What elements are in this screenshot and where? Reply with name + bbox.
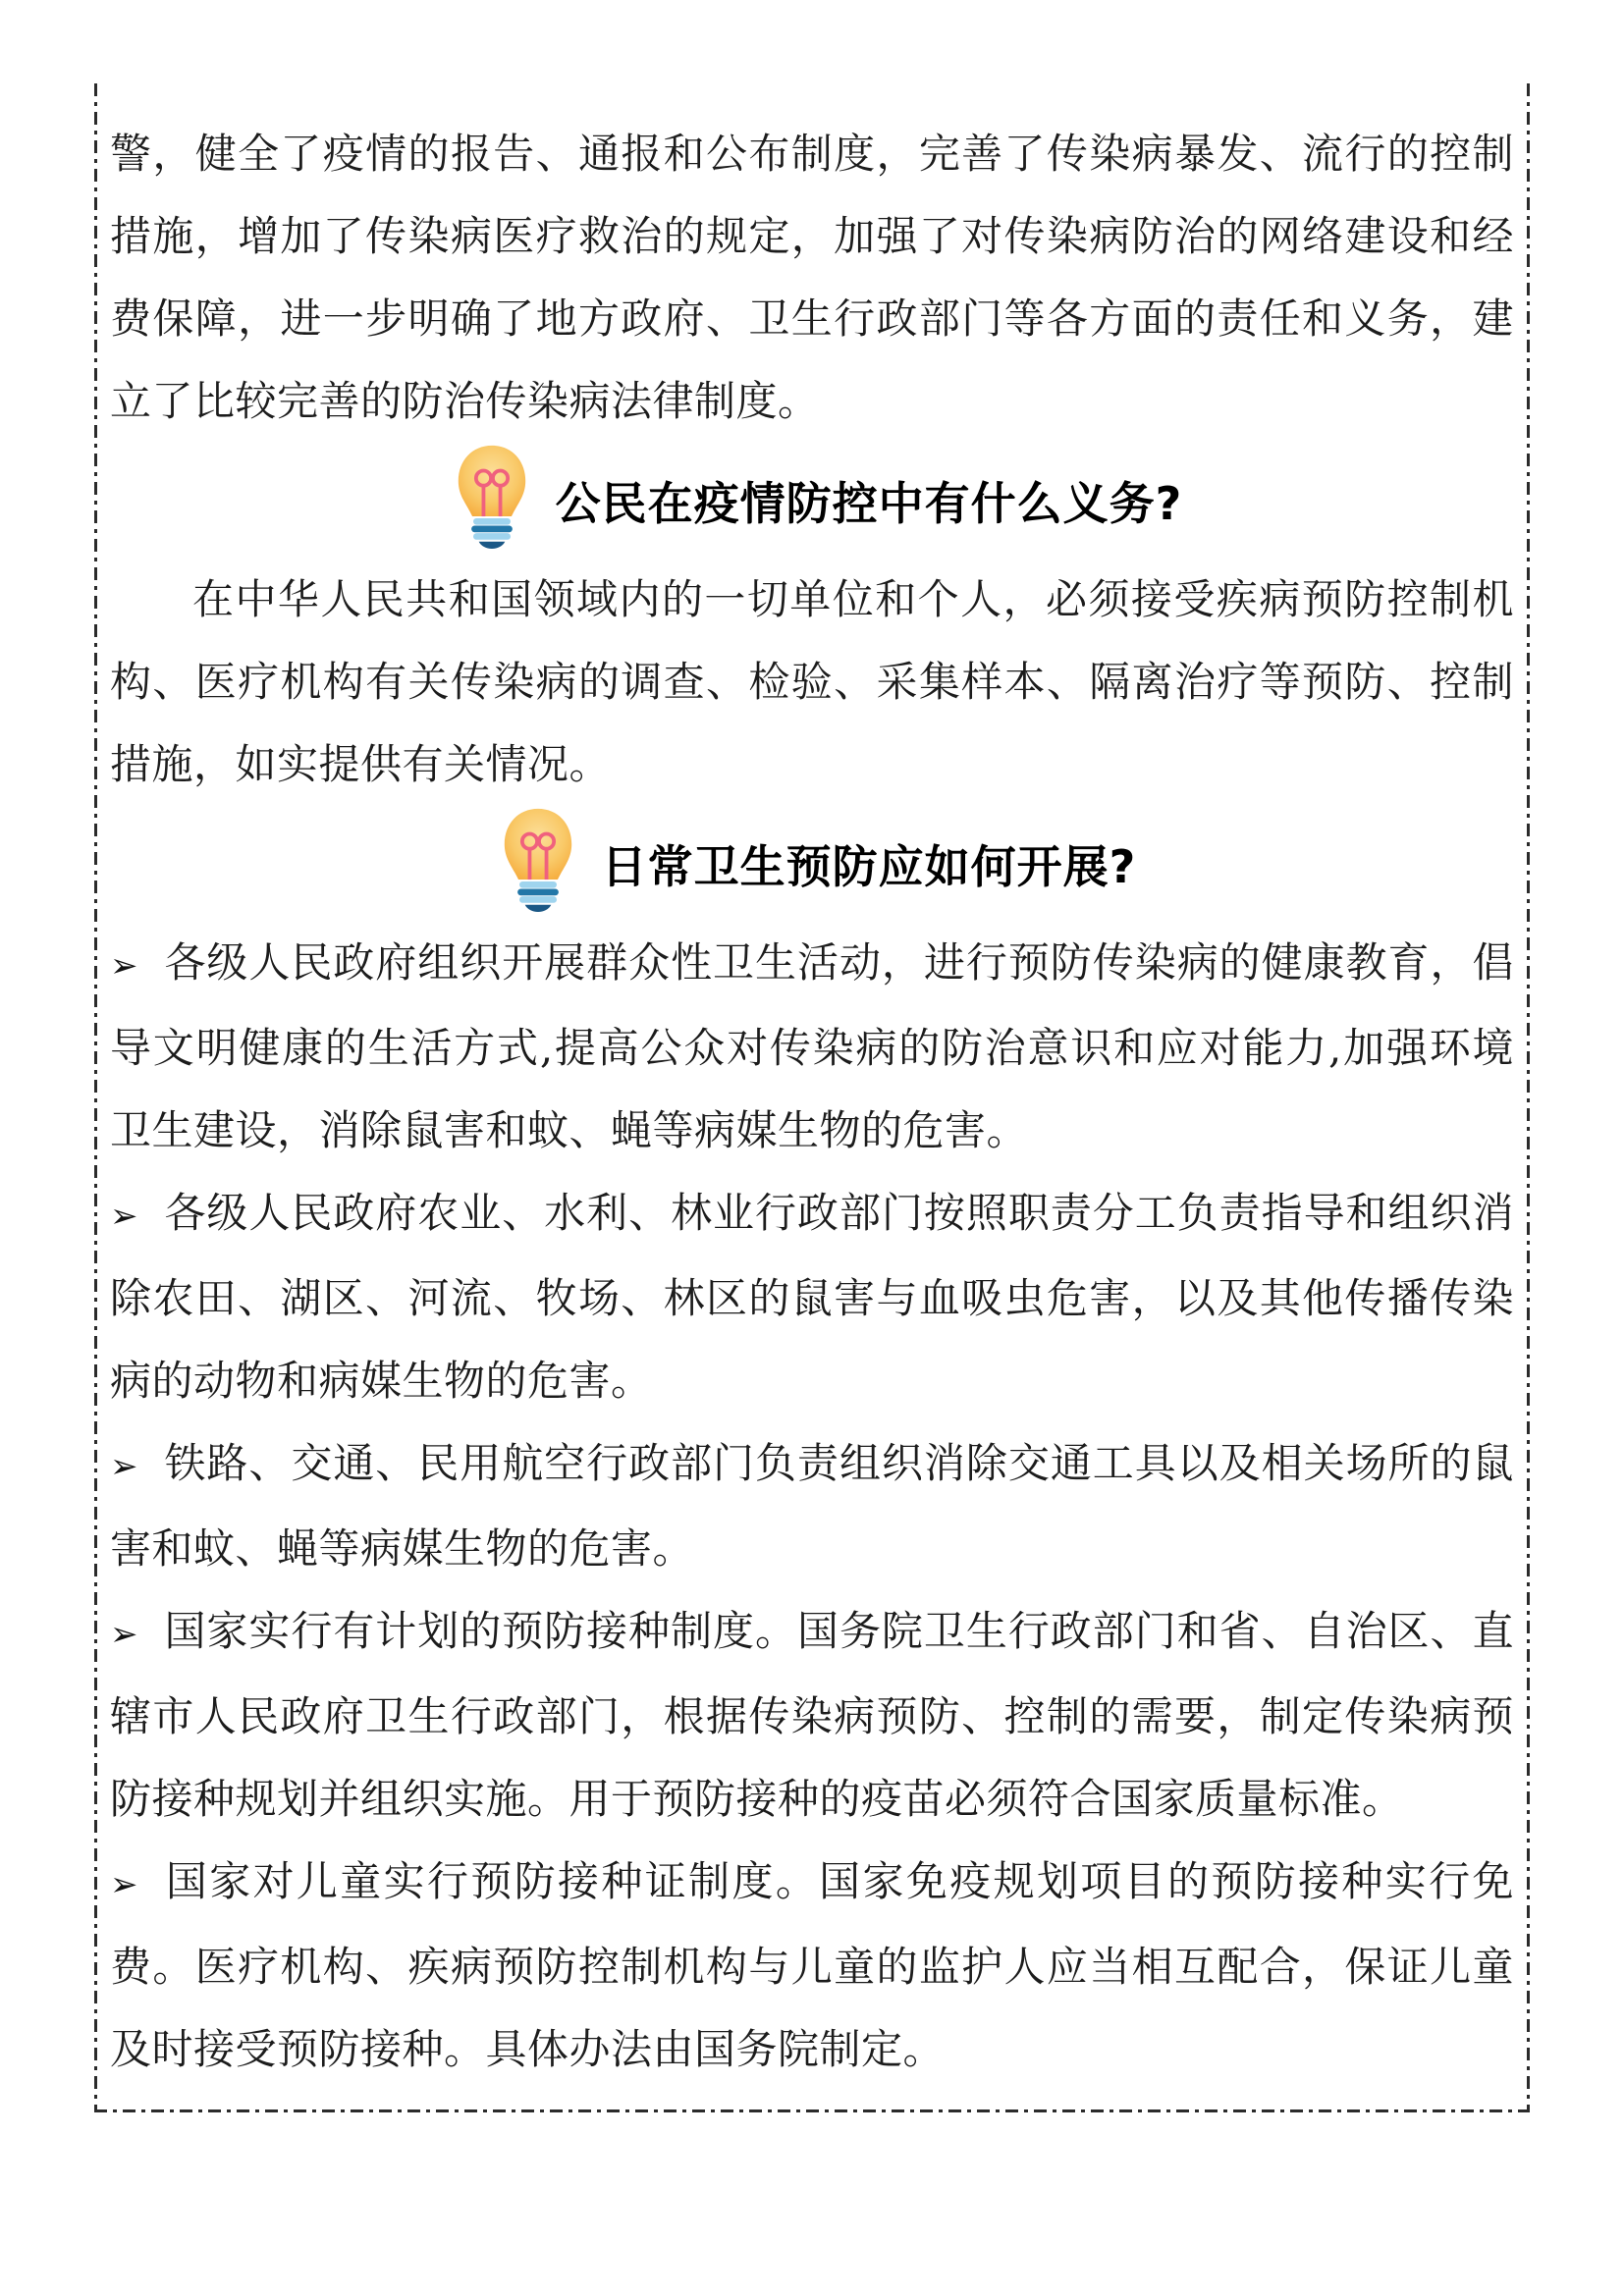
question-heading-2 [110,806,1514,922]
bullet-text: 铁路、交通、民用航空行政部门负责组织消除交通工具以及相关场所的鼠害和蚊、蝇等病媒生物的危害。 [110,1439,1514,1573]
lightbulb-icon [442,443,542,559]
arrow-bullet-icon: ➢ [110,946,138,986]
dashed-border-right [1527,83,1530,2112]
arrow-bullet-icon: ➢ [110,1865,138,1904]
bullet-item [110,1841,1514,2091]
bullet-item [110,1422,1514,1590]
section-1-paragraph: 在中华人民共和国领域内的一切单位和个人，必须接受疾病预防控制机构、医疗机构有关传染病的调查、检验、采集样本、隔离治疗等预防、控制措施，如实提供有关情况。 [110,575,1514,788]
lightbulb-icon [488,806,588,922]
question-heading-1 [110,443,1514,559]
bullet-text: 各级人民政府组织开展群众性卫生活动，进行预防传染病的健康教育，倡导文明健康的生活方式,提高公众对传染病的防治意识和应对能力,加强环境卫生建设，消除鼠害和蚊、蝇等病媒生物的危害。 [110,938,1514,1154]
bullet-text: 国家对儿童实行预防接种证制度。国家免疫规划项目的预防接种实行免费。医疗机构、疾病预防控制机构与儿童的监护人应当相互配合，保证儿童及时接受预防接种。具体办法由国务院制定。 [110,1857,1514,2073]
dashed-border-left [94,83,97,2112]
dashed-border-bottom [94,2109,1530,2112]
question-heading-2-text: 日常卫生预防应如何开展? [601,840,1137,893]
page-border-frame [94,83,1530,2112]
bullet-text: 各级人民政府农业、水利、林业行政部门按照职责分工负责指导和组织消除农田、湖区、河流、牧场、林区的鼠害与血吸虫危害，以及其他传播传染病的动物和病媒生物的危害。 [110,1189,1514,1405]
bullet-item [110,922,1514,1172]
arrow-bullet-icon: ➢ [110,1447,138,1486]
bullet-text: 国家实行有计划的预防接种制度。国务院卫生行政部门和省、自治区、直辖市人民政府卫生行政部门，根据传染病预防、控制的需要，制定传染病预防接种规划并组织实施。用于预防接种的疫苗必须符合国家质量标准。 [110,1607,1514,1823]
intro-paragraph: 警，健全了疫情的报告、通报和公布制度，完善了传染病暴发、流行的控制措施，增加了传染病医疗救治的规定，加强了对传染病防治的网络建设和经费保障，进一步明确了地方政府、卫生行政部门等各方面的责任和义务，建立了比较完善的防治传染病法律制度。 [110,130,1514,425]
bullet-item [110,1172,1514,1422]
bullet-item [110,1590,1514,1841]
arrow-bullet-icon: ➢ [110,1615,138,1654]
arrow-bullet-icon: ➢ [110,1197,138,1236]
question-heading-1-text: 公民在疫情防控中有什么义务? [555,477,1183,530]
